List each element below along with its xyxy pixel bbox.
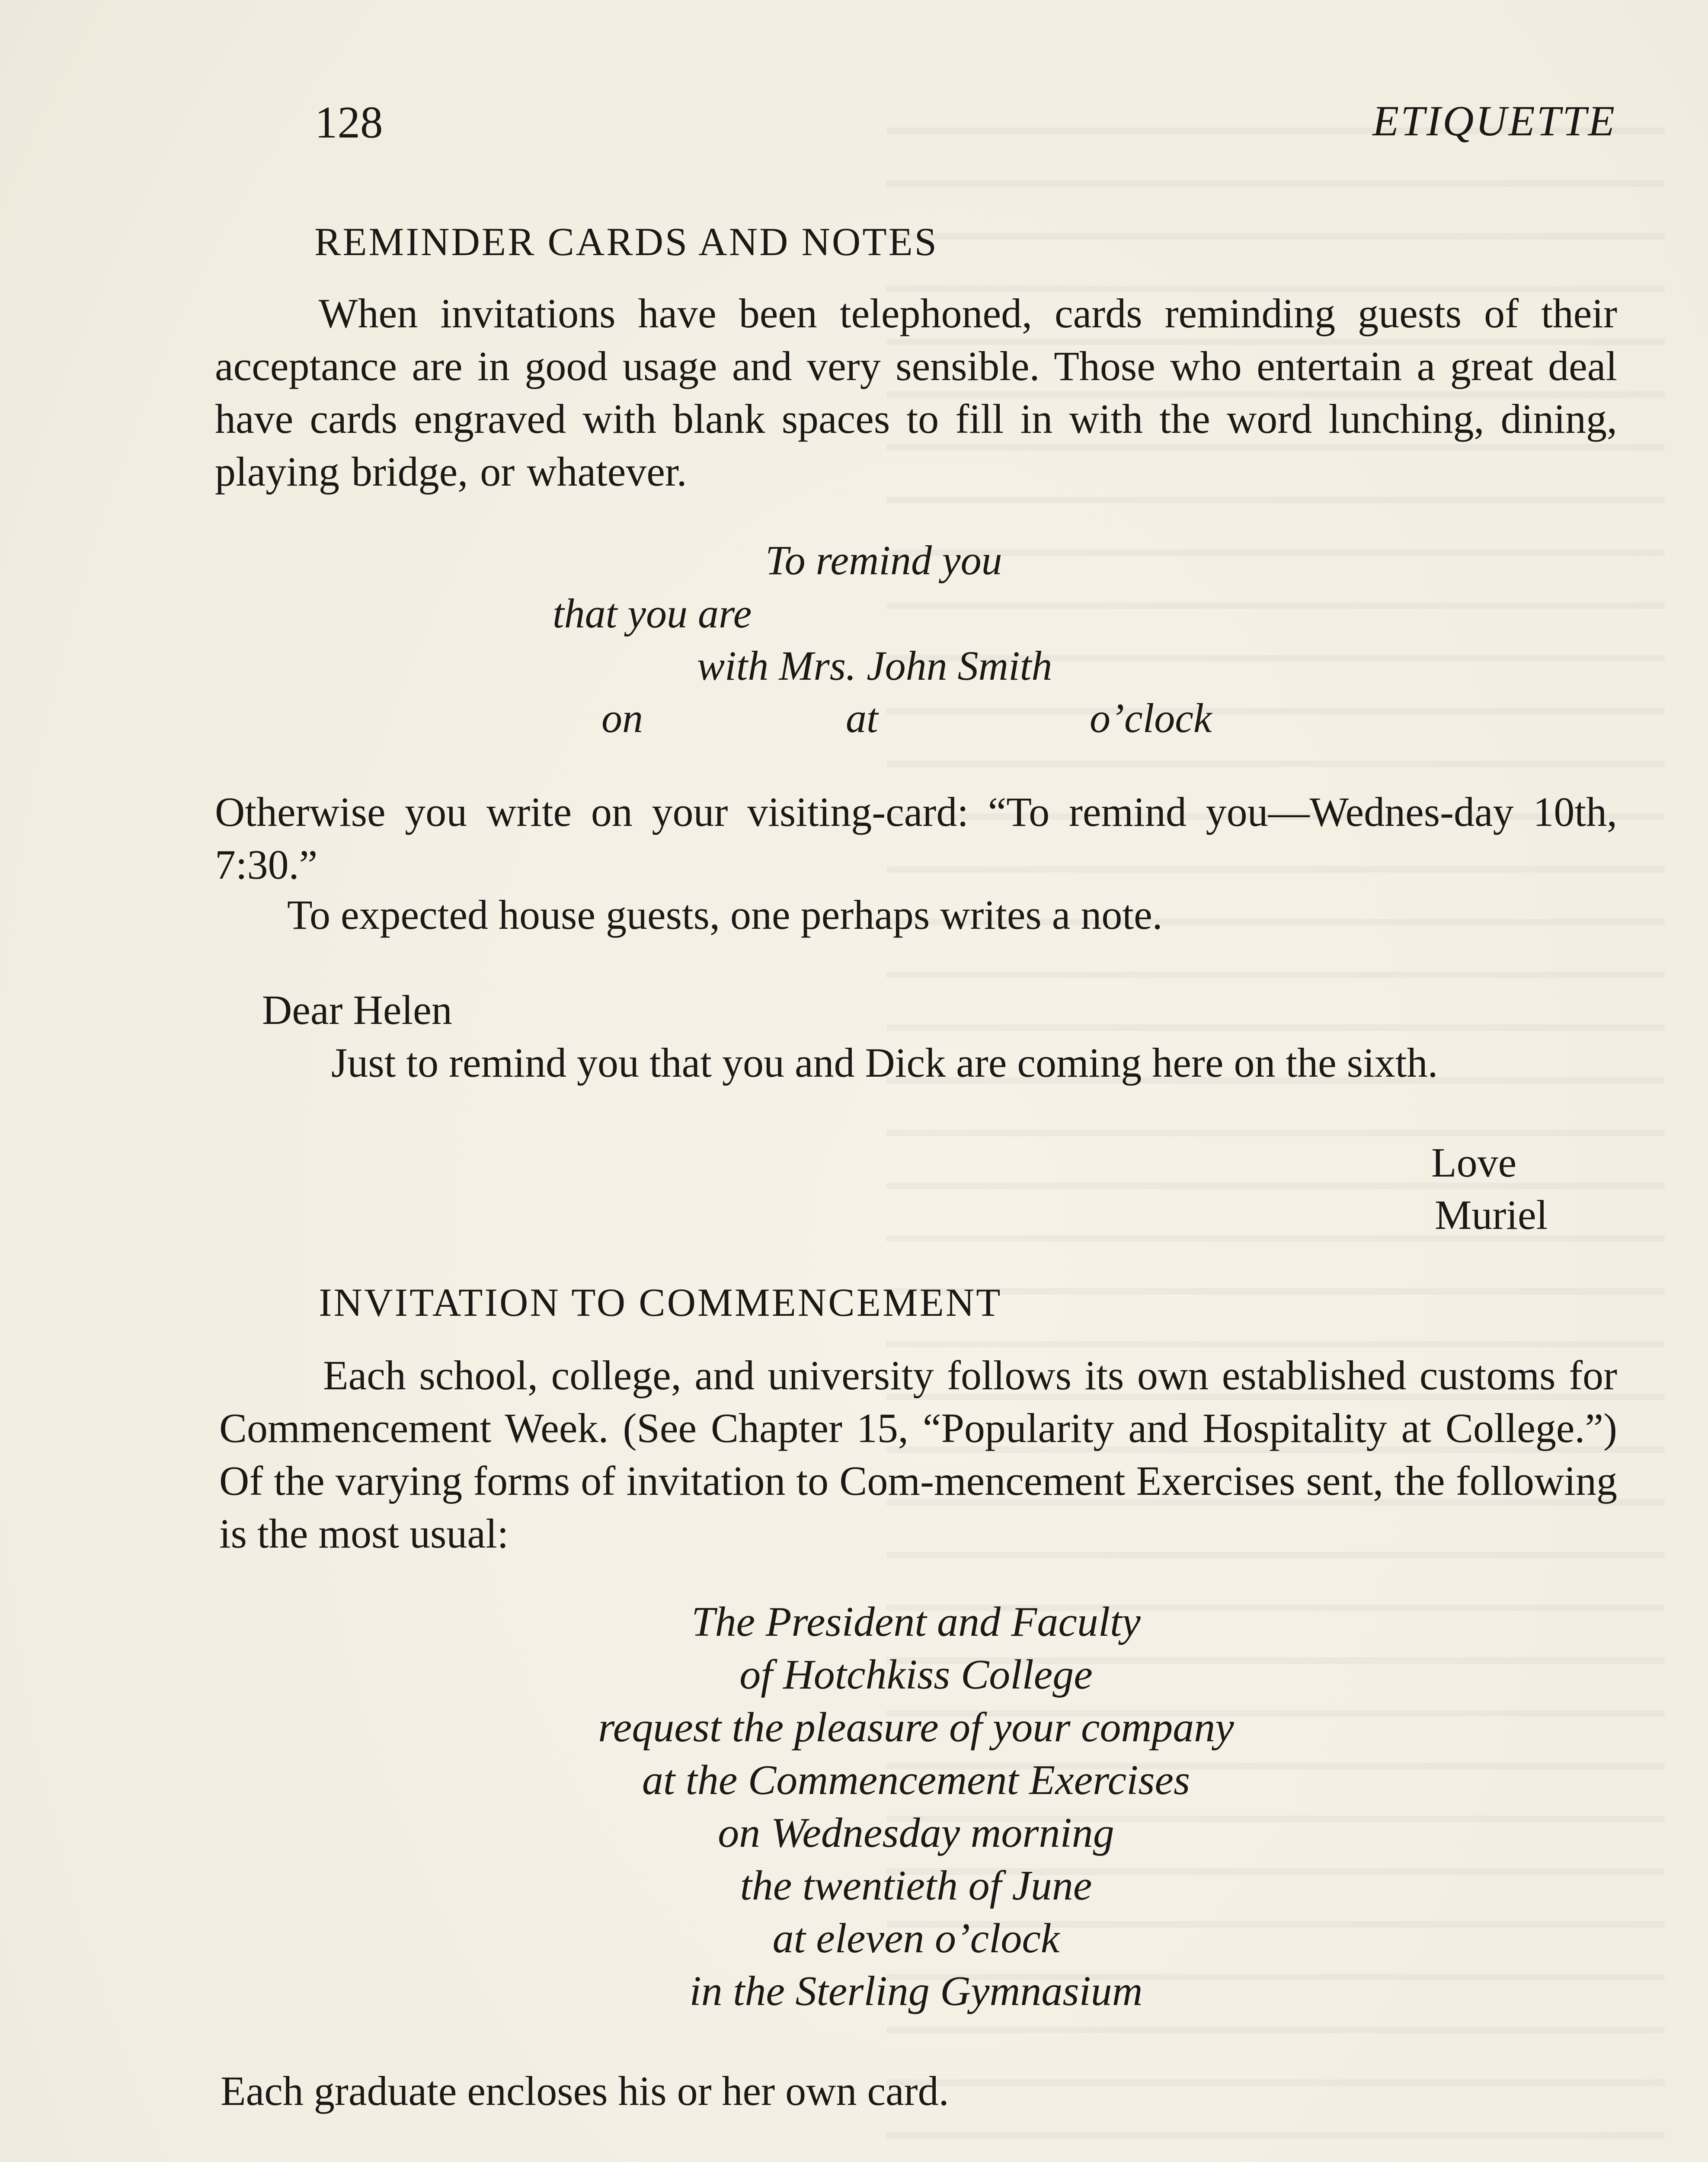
invitation-line-5: on Wednesday morning (718, 1810, 1114, 1856)
commencement-invitation (215, 1596, 1617, 2018)
reminder-paragraph-2: Otherwise you write on your visiting-card: “To remind you—Wednes-day 10th, 7:30.” (215, 789, 1617, 888)
card-line-4-at: at (846, 695, 878, 741)
invitation-line-4: at the Commencement Exercises (642, 1757, 1190, 1804)
commencement-paragraph-1: Each school, college, and university follows its own established customs for Commencement Week. (See Chapter 15, “Popularity and Hospitality at College.”) Of the varying forms of invitation to Com-mencement Exercises sent, the following is the most usual: (219, 1352, 1617, 1557)
section-heading-reminder: REMINDER CARDS AND NOTES (314, 220, 938, 264)
invitation-line-2: of Hotchkiss College (739, 1651, 1093, 1698)
running-title: ETIQUETTE (1372, 97, 1616, 145)
reminder-paragraph-1: When invitations have been telephoned, cards reminding guests of their acceptance are in good usage and very sensible. Those who entertain a great deal have cards engraved with blank spaces to fill in with the word lunching, dining, playing bridge, or whatever. (215, 290, 1617, 495)
note-signature: Muriel (1435, 1192, 1548, 1238)
commencement-closing-line: Each graduate encloses his or her own card. (221, 2068, 949, 2114)
card-line-1: To remind you (765, 537, 1002, 583)
section-heading-commencement: INVITATION TO COMMENCEMENT (319, 1280, 1002, 1324)
invitation-line-1: The President and Faculty (691, 1599, 1141, 1645)
note-closing: Love (1431, 1139, 1517, 1186)
reminder-paragraph-3: To expected house guests, one perhaps writes a note. (287, 892, 1163, 938)
card-line-2: that you are (553, 590, 752, 636)
card-line-4-oclock: o’clock (1090, 695, 1212, 741)
page-number: 128 (315, 97, 383, 147)
card-line-4-on: on (601, 695, 643, 741)
invitation-line-6: the twentieth of June (740, 1862, 1092, 1909)
invitation-line-7: at eleven o’clock (772, 1915, 1060, 1962)
invitation-line-8: in the Sterling Gymnasium (689, 1968, 1143, 2015)
note-salutation: Dear Helen (262, 987, 452, 1033)
note-body: Just to remind you that you and Dick are coming here on the sixth. (331, 1039, 1438, 1086)
invitation-line-3: request the pleasure of your company (598, 1704, 1234, 1751)
card-line-3: with Mrs. John Smith (697, 643, 1052, 689)
